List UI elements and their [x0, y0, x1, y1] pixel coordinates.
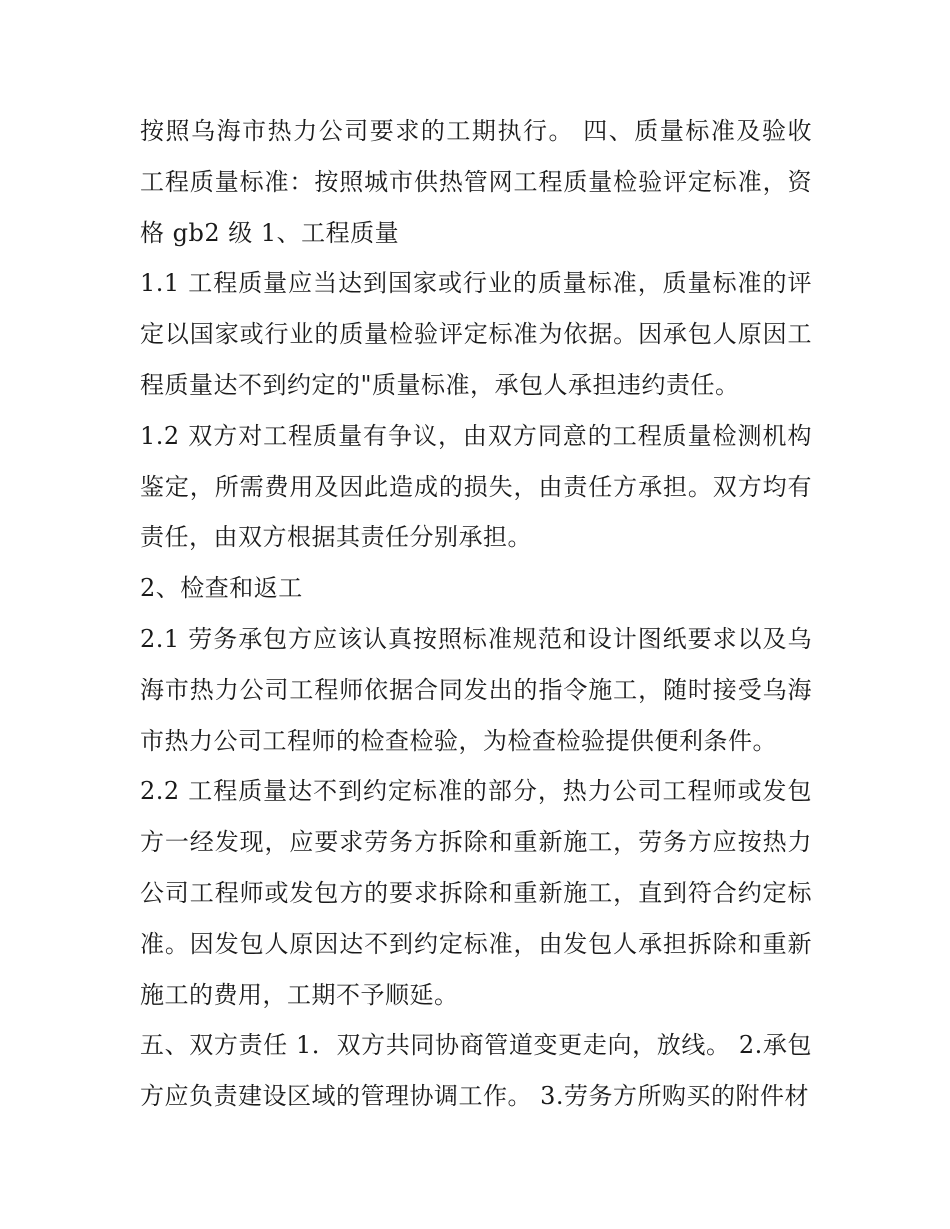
- paragraph-construction-period-quality-standard: 按照乌海市热力公司要求的工期执行。 四、质量标准及验收 工程质量标准：按照城市供热管网工程质量检验评定标准，资格 gb2 级 1、工程质量: [140, 117, 812, 247]
- heading-2-inspection-and-rework: 2、检查和返工: [140, 574, 303, 603]
- paragraph-5-responsibilities: 五、双方责任 1．双方共同协商管道变更走向，放线。 2.承包方应负责建设区域的管理协调工作。 3.劳务方所购买的附件材: [140, 1031, 812, 1111]
- paragraph-2-1-inspection: 2.1 劳务承包方应该认真按照标准规范和设计图纸要求以及乌海市热力公司工程师依据合同发出的指令施工，随时接受乌海市热力公司工程师的检查检验，为检查检验提供便利条件。: [140, 624, 812, 755]
- paragraph-1-1-quality-requirement: 1.1 工程质量应当达到国家或行业的质量标准，质量标准的评定以国家或行业的质量检验评定标准为依据。因承包人原因工程质量达不到约定的"质量标准，承包人承担违约责任。: [140, 269, 812, 399]
- paragraph-1-2-quality-dispute: 1.2 双方对工程质量有争议，由双方同意的工程质量检测机构鉴定，所需费用及因此造成的损失，由责任方承担。双方均有责任，由双方根据其责任分别承担。: [140, 421, 812, 552]
- paragraph-2-2-rework: 2.2 工程质量达不到约定标准的部分，热力公司工程师或发包方一经发现，应要求劳务方拆除和重新施工，劳务方应按热力公司工程师或发包方的要求拆除和重新施工，直到符合约定标准。因发包人原因达不到约定标准，由发包人承担拆除和重新施工的费用，工期不予顺延。: [140, 777, 812, 1009]
